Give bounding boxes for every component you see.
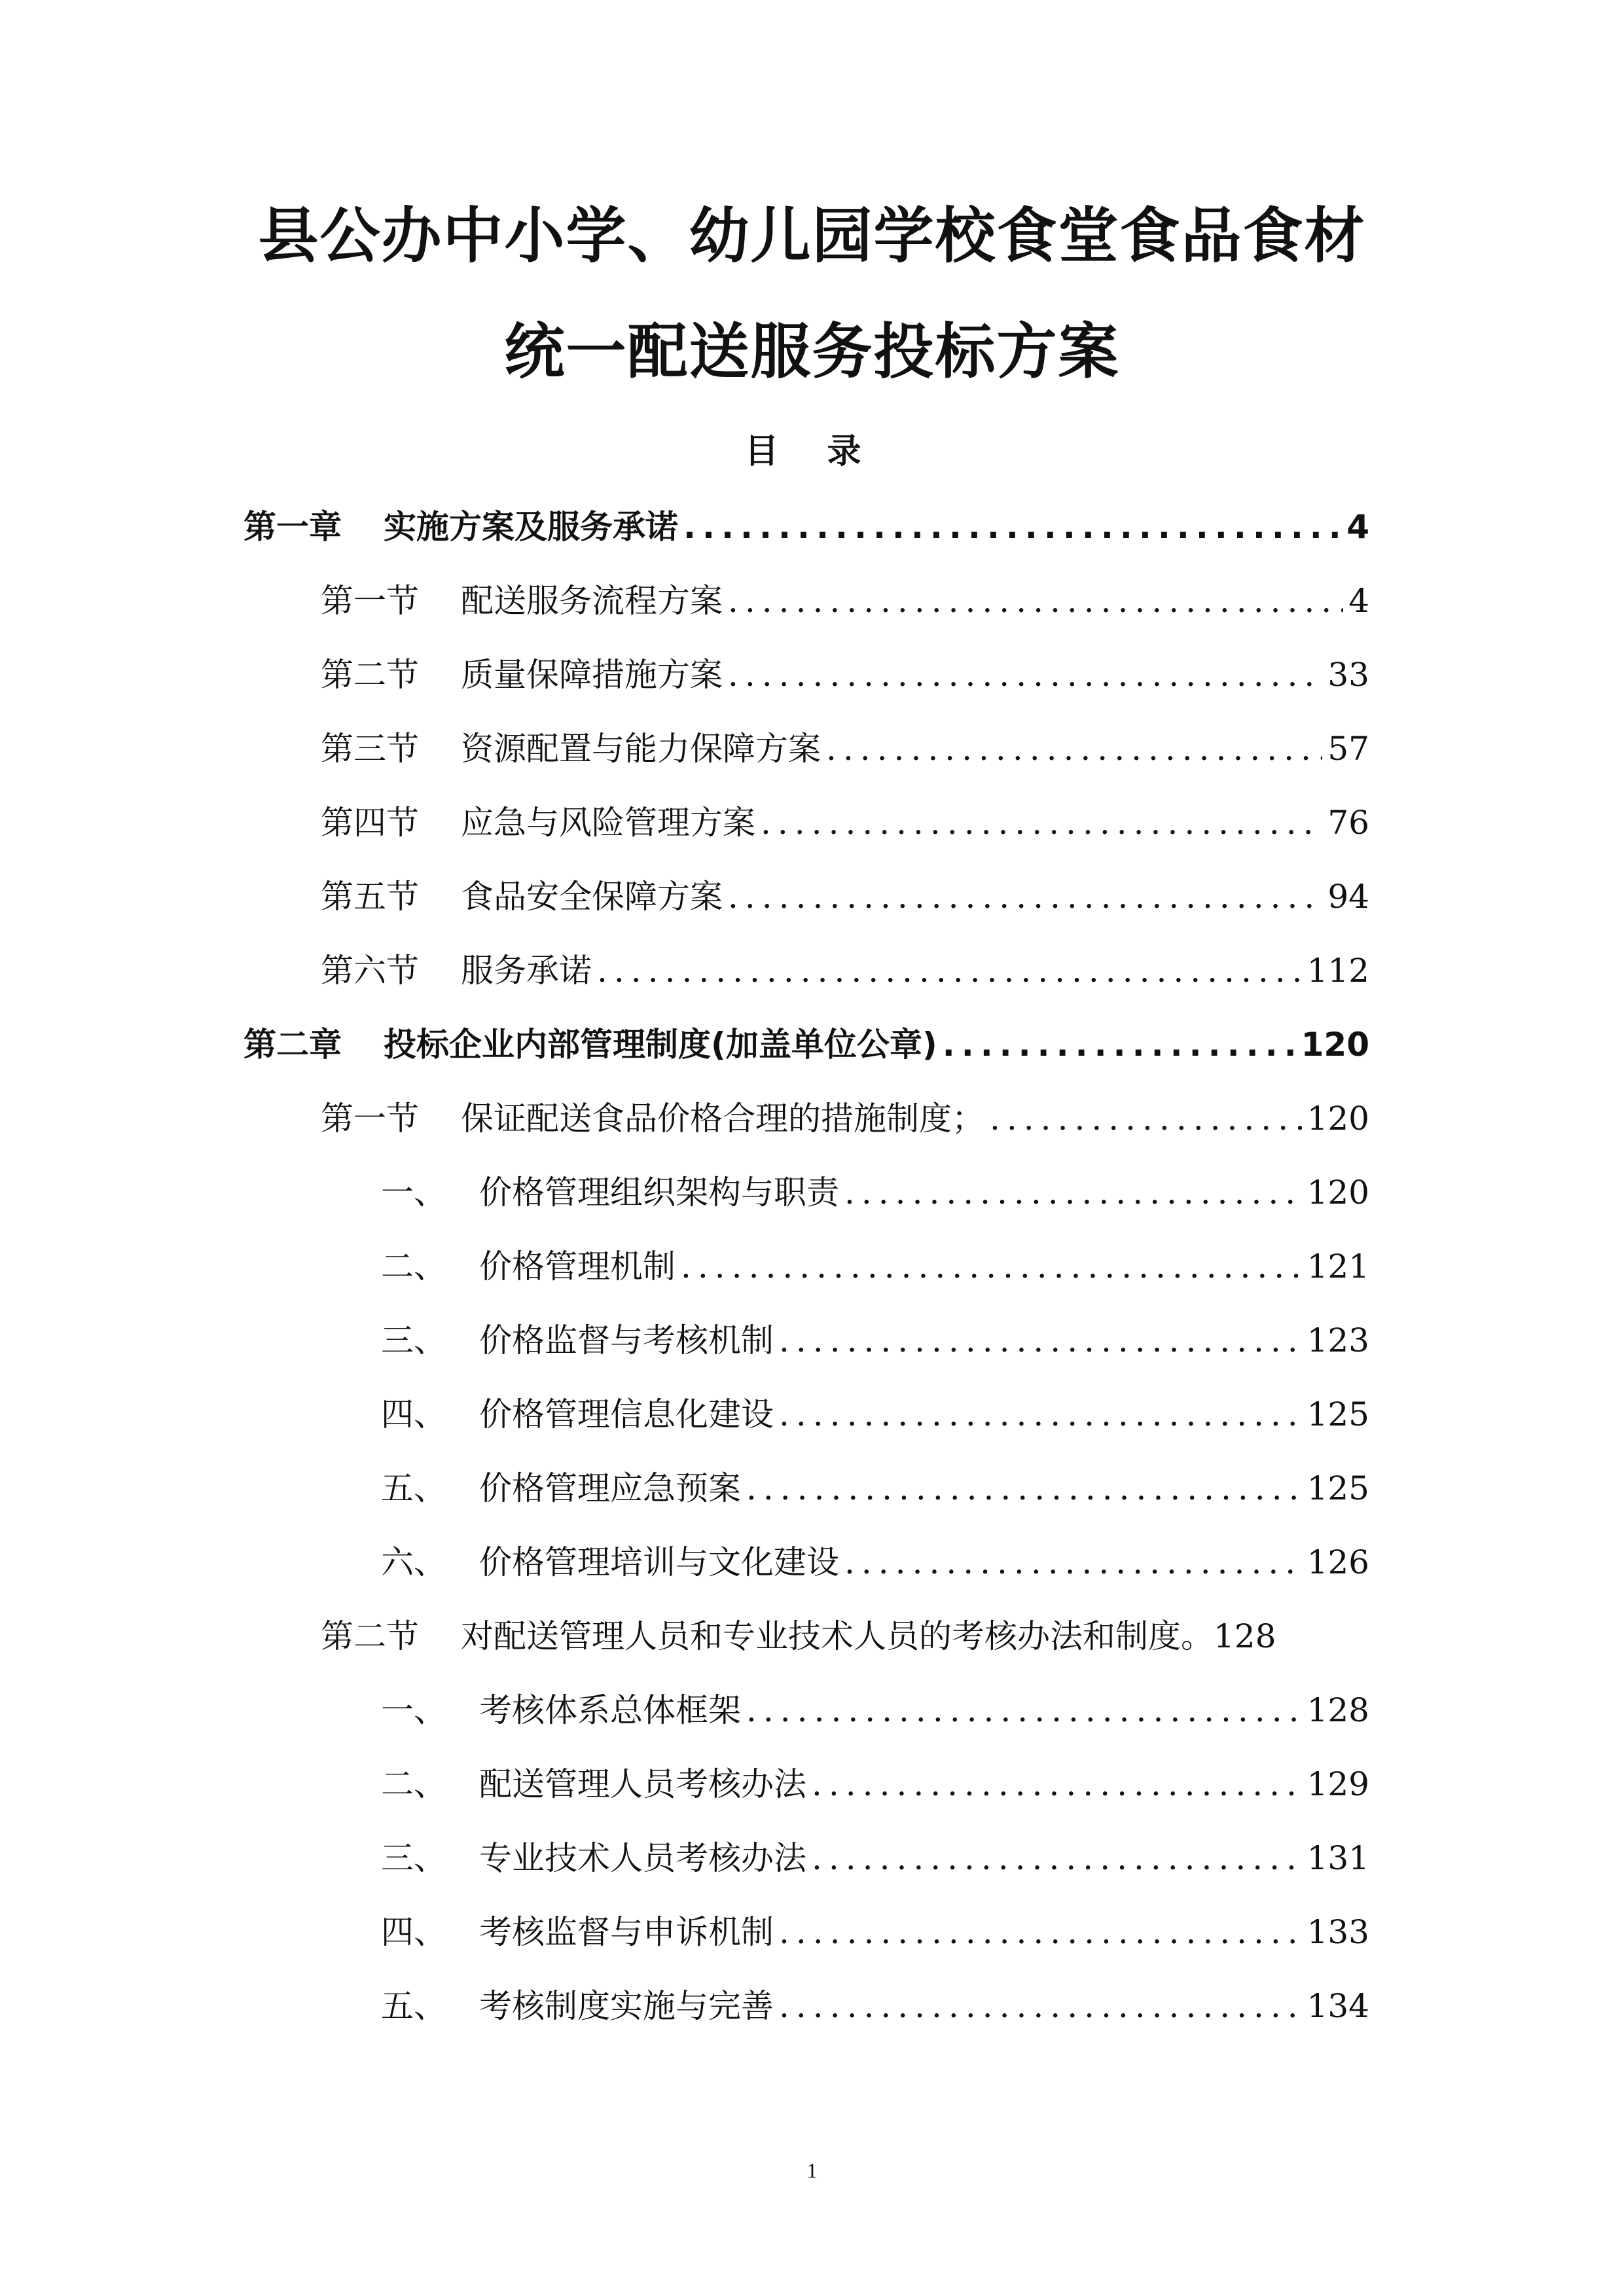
toc-entry-number: 第一节 <box>321 1100 419 1138</box>
toc-leader-dots <box>779 1977 1302 2036</box>
toc-entry-label: 应急与风险管理方案 <box>461 804 755 842</box>
page-number: 1 <box>806 2159 818 2182</box>
toc-entry-page: 128 <box>1307 1691 1369 1729</box>
toc-entry-number: 一、 <box>381 1691 446 1729</box>
toc-entry-page: 125 <box>1307 1395 1369 1433</box>
toc-entry-label: 实施方案及服务承诺 <box>384 508 678 546</box>
toc-entry-number: 一、 <box>381 1174 446 1211</box>
toc-entry-item[interactable] <box>381 1163 1369 1222</box>
toc-entry-label: 配送服务流程方案 <box>461 582 723 620</box>
toc-leader-dots <box>826 719 1322 778</box>
toc-entry-page: 76 <box>1327 804 1369 842</box>
toc-entry-label: 价格监督与考核机制 <box>479 1321 774 1359</box>
toc-entry-page: 33 <box>1327 656 1369 694</box>
toc-entry-number: 五、 <box>381 1987 446 2025</box>
toc-leader-dots <box>728 867 1322 926</box>
toc-entry-number: 第五节 <box>321 878 419 916</box>
toc-entry-page: 133 <box>1307 1913 1369 1951</box>
toc-entry-item[interactable] <box>381 1237 1369 1296</box>
toc-leader-dots <box>844 1533 1302 1592</box>
toc-entry-item[interactable] <box>381 1385 1369 1444</box>
toc-entry-number: 二、 <box>381 1247 446 1285</box>
toc-entry-page: 57 <box>1327 730 1369 768</box>
toc-leader-dots <box>943 1015 1296 1074</box>
toc-entry-item[interactable] <box>381 1755 1369 1814</box>
toc-entry-label: 价格管理机制 <box>479 1247 676 1285</box>
toc-entry-page: 121 <box>1307 1247 1369 1285</box>
toc-entry-page: 129 <box>1307 1765 1369 1803</box>
toc-entry-page: 125 <box>1307 1469 1369 1507</box>
toc-entry-item[interactable] <box>381 1681 1369 1740</box>
toc-entry-label: 服务承诺 <box>461 952 592 990</box>
toc-entry-number: 第六节 <box>321 952 419 990</box>
toc-leader-dots <box>779 1385 1302 1444</box>
toc-entry-page: 120 <box>1307 1174 1369 1211</box>
toc-entry-label: 资源配置与能力保障方案 <box>461 730 821 768</box>
toc-leader-dots <box>812 1829 1302 1888</box>
toc-entry-item[interactable] <box>381 1459 1369 1518</box>
toc-entry-number: 五、 <box>381 1469 446 1507</box>
document-title-line-1: 县公办中小学、幼儿园学校食堂食品食材 <box>258 200 1366 271</box>
toc-leader-dots <box>990 1089 1302 1148</box>
toc-entry-number: 第一节 <box>321 582 419 620</box>
toc-entry-chapter[interactable] <box>244 497 1369 556</box>
toc-entry-page: 120 <box>1301 1026 1369 1064</box>
toc-entry-number: 三、 <box>381 1321 446 1359</box>
toc-leader-dots <box>779 1903 1302 1962</box>
toc-entry-label: 保证配送食品价格合理的措施制度； <box>461 1100 984 1138</box>
toc-entry-label: 价格管理应急预案 <box>479 1469 741 1507</box>
toc-entry-label: 价格管理组织架构与职责 <box>479 1174 839 1211</box>
toc-entry-section[interactable] <box>321 1089 1369 1148</box>
toc-entry-label: 投标企业内部管理制度(加盖单位公章) <box>384 1026 937 1064</box>
toc-entry-page: 94 <box>1327 878 1369 916</box>
toc-entry-label: 质量保障措施方案 <box>461 656 723 694</box>
toc-leader-dots <box>683 497 1341 556</box>
toc-entry-page: 123 <box>1307 1321 1369 1359</box>
toc-leader-dots <box>761 793 1322 852</box>
toc-entry-label: 对配送管理人员和专业技术人员的考核办法和制度。 <box>461 1617 1214 1655</box>
toc-leader-dots <box>597 941 1302 1000</box>
toc-entry-label: 考核体系总体框架 <box>479 1691 741 1729</box>
toc-entry-label: 配送管理人员考核办法 <box>479 1765 806 1803</box>
toc-entry-item[interactable] <box>381 1903 1369 1962</box>
toc-entry-page: 128 <box>1214 1617 1276 1655</box>
toc-entry-label: 食品安全保障方案 <box>461 878 723 916</box>
toc-entry-number: 第二章 <box>244 1026 342 1064</box>
toc-entry-page: 112 <box>1307 952 1369 990</box>
toc-entry-section[interactable] <box>321 867 1369 926</box>
toc-entry-page: 126 <box>1307 1543 1369 1581</box>
toc-entry-number: 二、 <box>381 1765 446 1803</box>
toc-leader-dots <box>746 1681 1302 1740</box>
toc-leader-dots <box>746 1459 1302 1518</box>
toc-entry-number: 六、 <box>381 1543 446 1581</box>
toc-entry-section[interactable] <box>321 1607 1447 1666</box>
toc-entry-label: 价格管理培训与文化建设 <box>479 1543 839 1581</box>
document-title-line-2: 统一配送服务投标方案 <box>504 316 1120 387</box>
toc-entry-label: 考核制度实施与完善 <box>479 1987 774 2025</box>
toc-leader-dots <box>812 1755 1302 1814</box>
toc-entry-section[interactable] <box>321 719 1369 778</box>
toc-leader-dots <box>728 645 1322 704</box>
toc-entry-number: 四、 <box>381 1913 446 1951</box>
toc-entry-page: 131 <box>1307 1839 1369 1877</box>
toc-leader-dots <box>728 571 1343 630</box>
toc-entry-item[interactable] <box>381 1311 1369 1370</box>
toc-entry-number: 三、 <box>381 1839 446 1877</box>
toc-entry-number: 第二节 <box>321 1617 419 1655</box>
toc-entry-page: 4 <box>1346 508 1369 546</box>
toc-entry-page: 120 <box>1307 1100 1369 1138</box>
toc-entry-section[interactable] <box>321 645 1369 704</box>
toc-entry-item[interactable] <box>381 1533 1369 1592</box>
toc-entry-item[interactable] <box>381 1829 1369 1888</box>
toc-heading: 目 录 <box>744 432 880 471</box>
toc-entry-number: 四、 <box>381 1395 446 1433</box>
toc-entry-item[interactable] <box>381 1977 1369 2036</box>
toc-entry-number: 第二节 <box>321 656 419 694</box>
toc-entry-number: 第一章 <box>244 508 342 546</box>
toc-entry-section[interactable] <box>321 571 1369 630</box>
toc-entry-label: 专业技术人员考核办法 <box>479 1839 806 1877</box>
toc-entry-section[interactable] <box>321 941 1369 1000</box>
toc-entry-section[interactable] <box>321 793 1369 852</box>
toc-entry-number: 第四节 <box>321 804 419 842</box>
toc-entry-label: 价格管理信息化建设 <box>479 1395 774 1433</box>
toc-entry-page: 134 <box>1307 1987 1369 2025</box>
toc-entry-number: 第三节 <box>321 730 419 768</box>
toc-leader-dots <box>681 1237 1302 1296</box>
toc-entry-chapter[interactable] <box>244 1015 1369 1074</box>
toc-entry-label: 考核监督与申诉机制 <box>479 1913 774 1951</box>
toc-leader-dots <box>844 1163 1302 1222</box>
toc-leader-dots <box>779 1311 1302 1370</box>
toc-entry-page: 4 <box>1348 582 1369 620</box>
